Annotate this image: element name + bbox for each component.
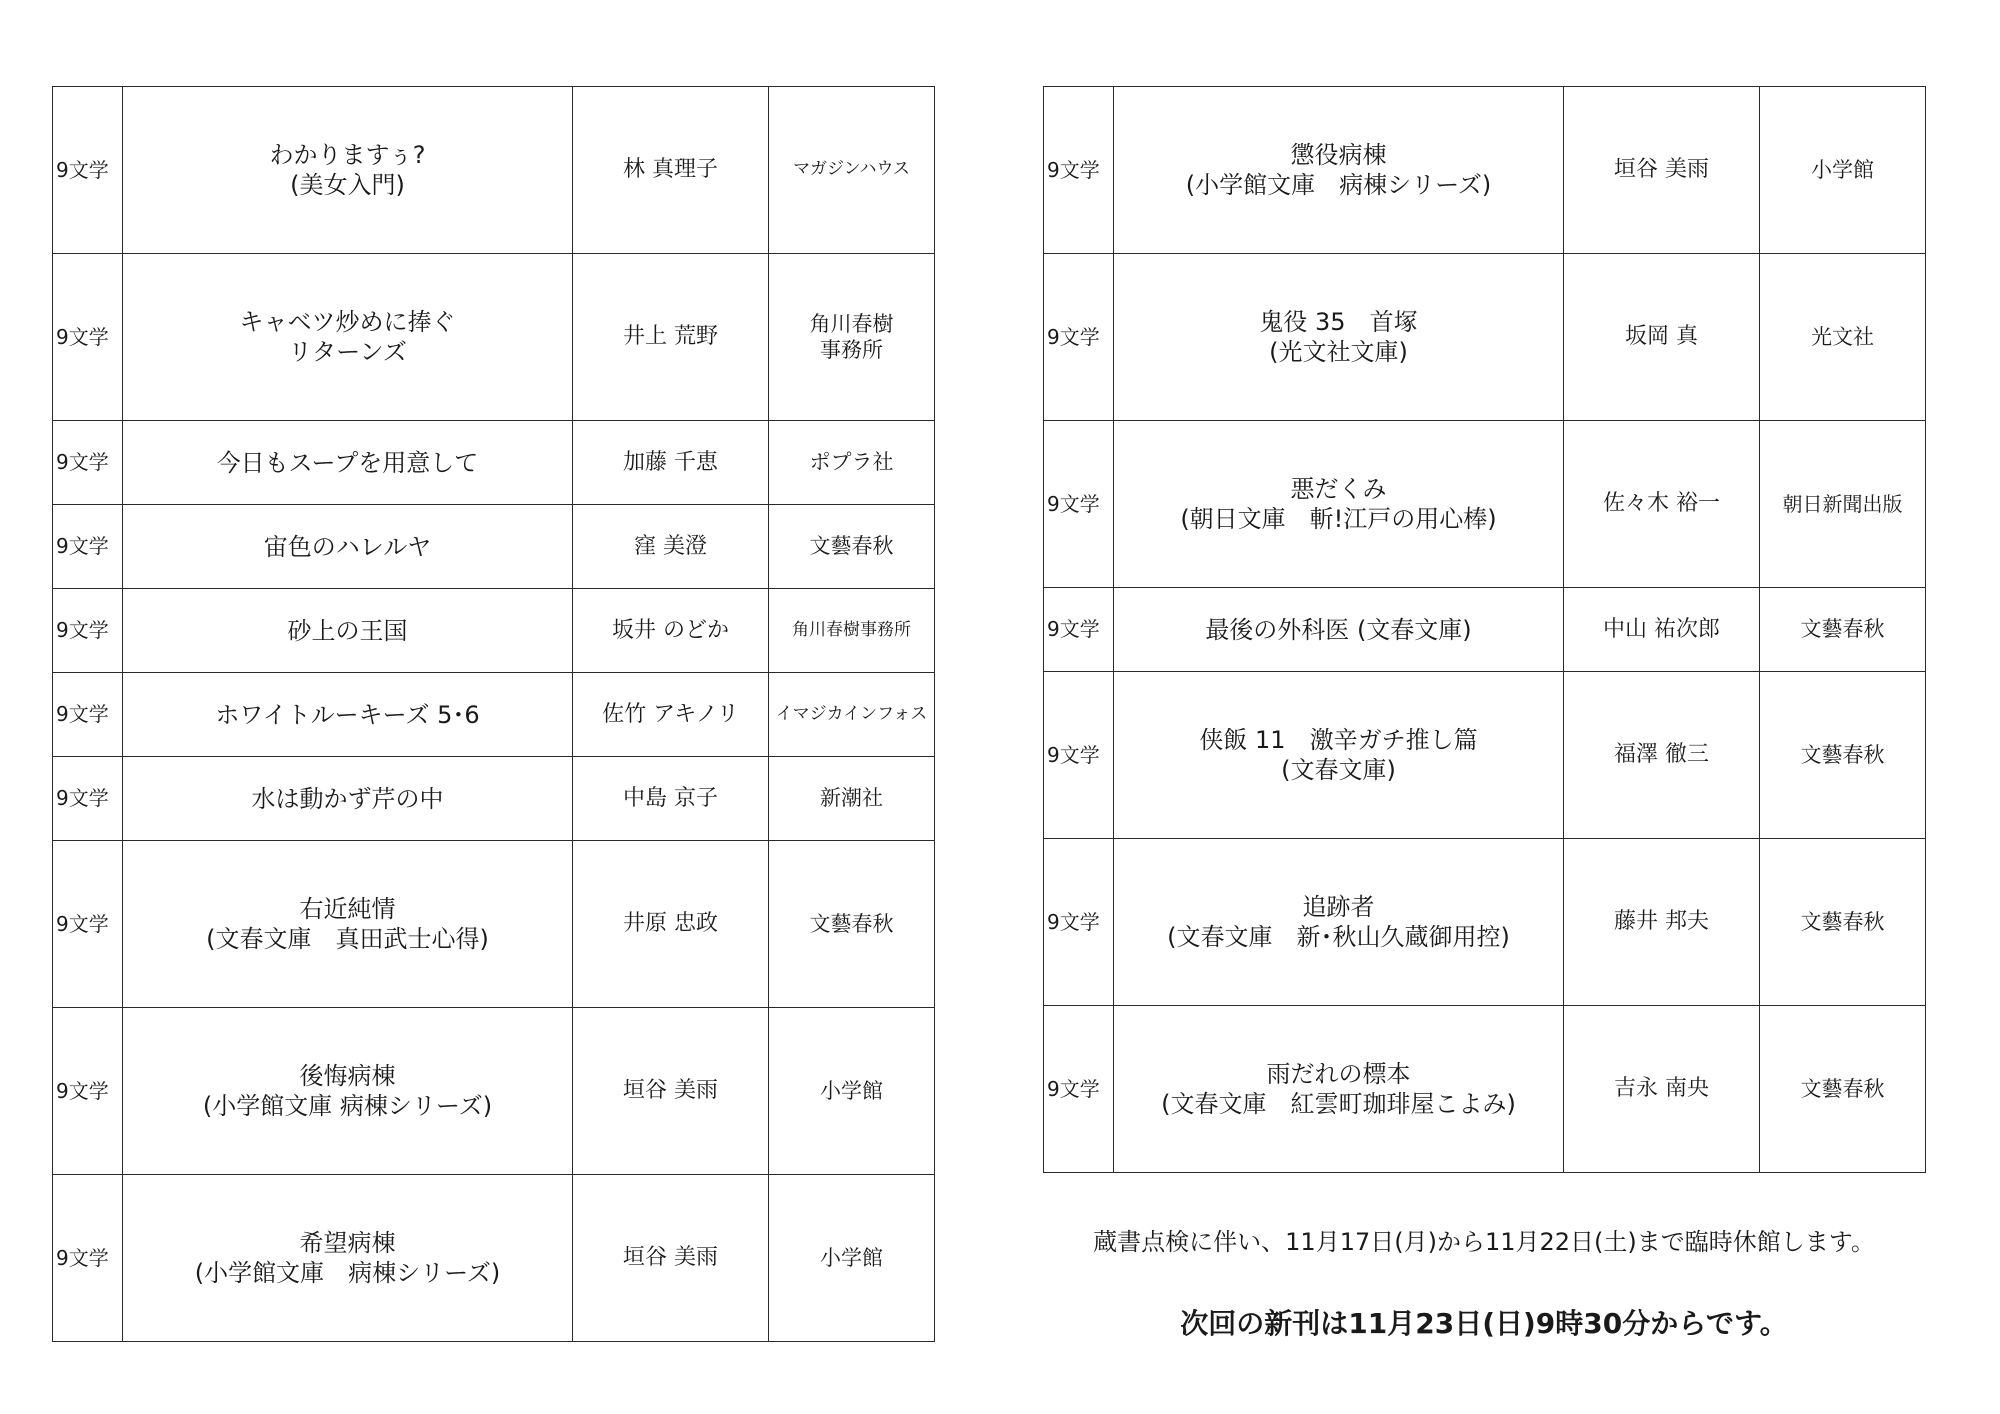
publisher-cell: 角川春樹 事務所: [769, 254, 935, 421]
publisher-cell: 朝日新聞出版: [1760, 421, 1926, 588]
table-row: [53, 673, 935, 757]
table-row: [53, 87, 935, 254]
title-cell: 鬼役 35 首塚 (光文社文庫): [1114, 254, 1564, 421]
author-cell: 窪 美澄: [573, 505, 769, 589]
table-row: [53, 1008, 935, 1175]
title-cell: わかりますぅ? (美女入門): [123, 87, 573, 254]
title-cell: 宙色のハレルヤ: [123, 505, 573, 589]
next-release-notice: 次回の新刊は11月23日(日)9時30分からです。: [1180, 1307, 1788, 1340]
table-row: [53, 1175, 935, 1342]
title-cell: 今日もスープを用意して: [123, 421, 573, 505]
left-book-table: [52, 86, 935, 1342]
author-cell: 中島 京子: [573, 757, 769, 841]
title-cell: 水は動かず芹の中: [123, 757, 573, 841]
author-cell: 井上 荒野: [573, 254, 769, 421]
author-cell: 坂岡 真: [1564, 254, 1760, 421]
closure-notice: 蔵書点検に伴い、11月17日(月)から11月22日(土)まで臨時休館します。: [1093, 1228, 1875, 1256]
title-cell: 侠飯 11 激辛ガチ推し篇 (文春文庫): [1114, 672, 1564, 839]
publisher-cell: 文藝春秋: [1760, 672, 1926, 839]
category-cell: 9文学: [53, 1008, 123, 1175]
category-cell: 9文学: [1044, 421, 1114, 588]
publisher-cell: ポプラ社: [769, 421, 935, 505]
table-row: [1044, 254, 1926, 421]
category-cell: 9文学: [1044, 87, 1114, 254]
category-cell: 9文学: [53, 1175, 123, 1342]
author-cell: 垣谷 美雨: [573, 1008, 769, 1175]
table-row: [1044, 588, 1926, 672]
title-cell: 懲役病棟 (小学館文庫 病棟シリーズ): [1114, 87, 1564, 254]
publisher-cell: 文藝春秋: [769, 505, 935, 589]
category-cell: 9文学: [53, 589, 123, 673]
table-row: [53, 841, 935, 1008]
publisher-cell: 文藝春秋: [769, 841, 935, 1008]
title-cell: 悪だくみ (朝日文庫 斬!江戸の用心棒): [1114, 421, 1564, 588]
category-cell: 9文学: [53, 757, 123, 841]
title-cell: 最後の外科医 (文春文庫): [1114, 588, 1564, 672]
category-cell: 9文学: [53, 87, 123, 254]
table-row: [53, 505, 935, 589]
author-cell: 吉永 南央: [1564, 1006, 1760, 1173]
category-cell: 9文学: [1044, 588, 1114, 672]
author-cell: 福澤 徹三: [1564, 672, 1760, 839]
author-cell: 加藤 千恵: [573, 421, 769, 505]
publisher-cell: 文藝春秋: [1760, 588, 1926, 672]
publisher-cell: 文藝春秋: [1760, 1006, 1926, 1173]
author-cell: 佐々木 裕一: [1564, 421, 1760, 588]
title-cell: 右近純情 (文春文庫 真田武士心得): [123, 841, 573, 1008]
publisher-cell: マガジンハウス: [769, 87, 935, 254]
author-cell: 垣谷 美雨: [1564, 87, 1760, 254]
publisher-cell: 小学館: [769, 1008, 935, 1175]
category-cell: 9文学: [1044, 1006, 1114, 1173]
category-cell: 9文学: [53, 841, 123, 1008]
table-row: [53, 589, 935, 673]
title-cell: 雨だれの標本 (文春文庫 紅雲町珈琲屋こよみ): [1114, 1006, 1564, 1173]
table-row: [53, 757, 935, 841]
title-cell: キャベツ炒めに捧ぐ リターンズ: [123, 254, 573, 421]
category-cell: 9文学: [1044, 672, 1114, 839]
author-cell: 垣谷 美雨: [573, 1175, 769, 1342]
table-row: [1044, 1006, 1926, 1173]
publisher-cell: 小学館: [769, 1175, 935, 1342]
title-cell: ホワイトルーキーズ 5･6: [123, 673, 573, 757]
publisher-cell: 角川春樹事務所: [769, 589, 935, 673]
author-cell: 林 真理子: [573, 87, 769, 254]
category-cell: 9文学: [53, 673, 123, 757]
author-cell: 藤井 邦夫: [1564, 839, 1760, 1006]
publisher-cell: 小学館: [1760, 87, 1926, 254]
publisher-cell: 文藝春秋: [1760, 839, 1926, 1006]
table-row: [1044, 672, 1926, 839]
category-cell: 9文学: [53, 505, 123, 589]
category-cell: 9文学: [1044, 839, 1114, 1006]
title-cell: 砂上の王国: [123, 589, 573, 673]
author-cell: 中山 祐次郎: [1564, 588, 1760, 672]
publisher-cell: 光文社: [1760, 254, 1926, 421]
author-cell: 佐竹 アキノリ: [573, 673, 769, 757]
publisher-cell: イマジカインフォス: [769, 673, 935, 757]
author-cell: 坂井 のどか: [573, 589, 769, 673]
publisher-cell: 新潮社: [769, 757, 935, 841]
table-row: [53, 421, 935, 505]
author-cell: 井原 忠政: [573, 841, 769, 1008]
category-cell: 9文学: [1044, 254, 1114, 421]
title-cell: 希望病棟 (小学館文庫 病棟シリーズ): [123, 1175, 573, 1342]
category-cell: 9文学: [53, 254, 123, 421]
right-book-table: [1043, 86, 1926, 1173]
table-row: [53, 254, 935, 421]
category-cell: 9文学: [53, 421, 123, 505]
title-cell: 後悔病棟 (小学館文庫 病棟シリーズ): [123, 1008, 573, 1175]
table-row: [1044, 421, 1926, 588]
table-row: [1044, 839, 1926, 1006]
title-cell: 追跡者 (文春文庫 新･秋山久蔵御用控): [1114, 839, 1564, 1006]
table-row: [1044, 87, 1926, 254]
